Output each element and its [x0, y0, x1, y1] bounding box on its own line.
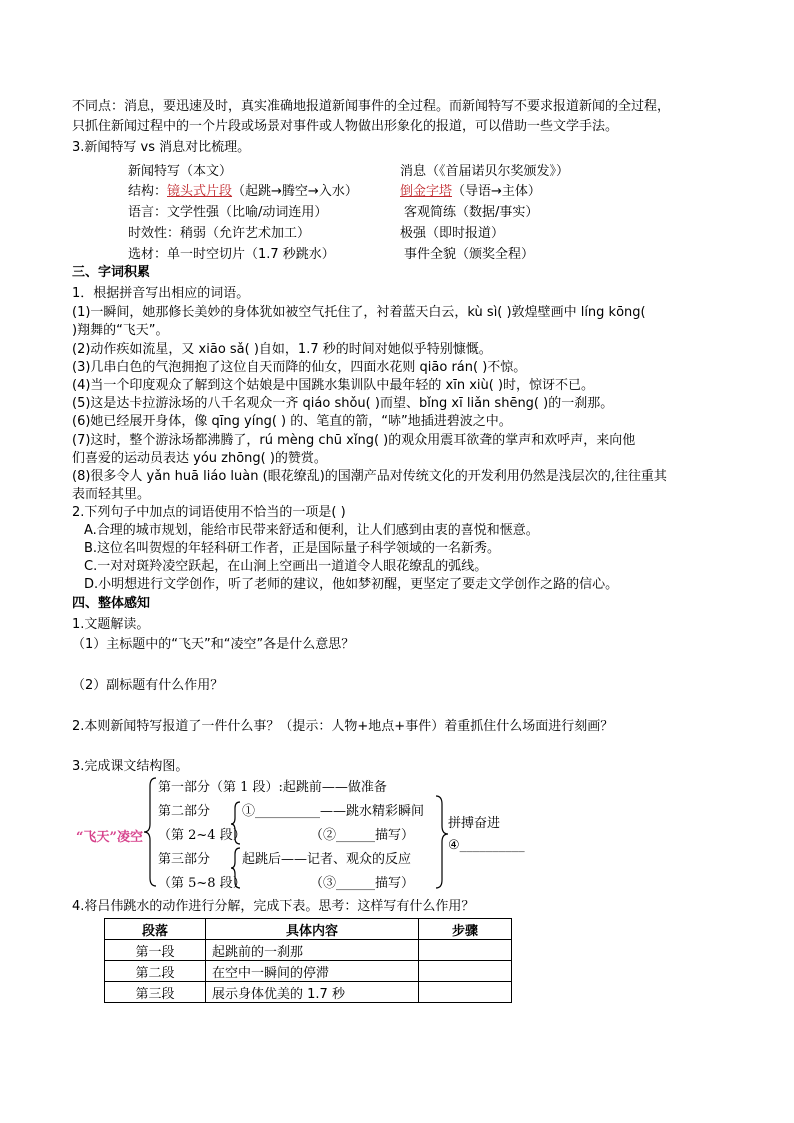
structure-part2-title: 第二部分 [158, 804, 211, 819]
table-cell-answer[interactable] [419, 982, 512, 1003]
structure-blank-4: ④__________ [448, 838, 525, 853]
word-item-2: (2)动作疾如流星，又 xiāo sǎ( )自如，1.7 秒的时间对她似乎特别慷慨。 [72, 342, 492, 357]
table-header-row [105, 919, 512, 940]
compare-right-0: 消息（《首届诺贝尔奖颁发》） [400, 164, 570, 179]
section4-title: 四、整体感知 [72, 596, 151, 611]
compare-left-1-prefix: 结构： [128, 184, 168, 199]
table-header: 段落 [105, 919, 206, 940]
section3-q1: 1．根据拼音写出相应的词语。 [72, 286, 250, 301]
compare-left-1 [128, 180, 358, 199]
diff-line-2: 只抓住新闻过程中的一个片段或场景对事件或人物做出形象化的报道，可以借助一些文学手法。 [72, 119, 619, 134]
table-header: 具体内容 [206, 919, 419, 940]
table-cell: 展示身体优美的 1.7 秒 [206, 982, 419, 1003]
compare-right-1-highlight: 倒金字塔 [400, 184, 453, 199]
structure-root: “飞天”凌空 [76, 830, 143, 845]
diff-line-1: 不同点：消息，要迅速及时，真实准确地报道新闻事件的全过程。而新闻特写不要求报道新闻的全过程， [72, 99, 671, 114]
option-a: A.合理的城市规划，能给市民带来舒适和便利，让人们感到由衷的喜悦和惬意。 [84, 523, 539, 538]
compare-right-2: 客观简练（数据/事实） [404, 205, 539, 220]
table-row [105, 961, 512, 982]
word-item-4: (4)当一个印度观众了解到这个姑娘是中国跳水集训队中最年轻的 xīn xiù( )时，惊讶不已。 [72, 378, 595, 393]
option-d: D.小明想进行文学创作，听了老师的建议，他如梦初醒，更坚定了要走文学创作之路的信心。 [84, 577, 619, 592]
compare-left-0: 新闻特写（本文） [128, 164, 233, 179]
section3-q2: 2.下列句子中加点的词语使用不恰当的一项是( ) [72, 505, 346, 520]
option-c: C.一对对斑羚凌空跃起，在山涧上空画出一道道令人眼花缭乱的弧线。 [84, 559, 488, 574]
word-item-1: (1)一瞬间，她那修长美妙的身体犹如被空气托住了，衬着蓝天白云，kù sì( )敦煌壁画中 líng kōng( [72, 305, 646, 320]
compare-left-1-highlight: 镜头式片段 [167, 184, 233, 199]
structure-part1: 第一部分（第 1 段）:起跳前——做准备 [158, 780, 387, 795]
structure-theme: 拼搏奋进 [448, 816, 501, 831]
structure-part3-range: （第 5~8 段） [158, 876, 246, 891]
structure-blank-2: （②______描写） [310, 828, 415, 843]
word-item-6: (6)她已经展开身体，像 qīng yíng( ) 的、笔直的箭，“哧”地插进碧波之中。 [72, 414, 512, 429]
section4-q4: 4.将吕伟跳水的动作进行分解，完成下表。思考：这样写有什么作用？ [72, 899, 475, 914]
compare-left-1-suffix: （起跳→腾空→入水） [232, 184, 358, 199]
right-brace [436, 796, 448, 888]
table-row [105, 940, 512, 961]
section4-q1: 1.文题解读。 [72, 617, 150, 632]
table-cell: 第三段 [105, 982, 206, 1003]
option-b: B.这位名叫贺煜的年轻科研工作者，正是国际量子科学领域的一名新秀。 [84, 541, 501, 556]
structure-blank-1: ①__________——跳水精彩瞬间 [242, 804, 425, 819]
table-cell: 在空中一瞬间的停滞 [206, 961, 419, 982]
compare-right-1 [400, 180, 541, 199]
table-cell-answer[interactable] [419, 961, 512, 982]
compare-left-3: 时效性：稍弱（允许艺术加工） [128, 226, 311, 241]
table-cell-answer[interactable] [419, 940, 512, 961]
structure-part3-content: 起跳后——记者、观众的反应 [242, 852, 412, 867]
section4-q1b: （2）副标题有什么作用？ [72, 678, 224, 693]
compare-right-4: 事件全貌（颁奖全程） [404, 247, 535, 262]
table-cell: 第一段 [105, 940, 206, 961]
word-item-7-cont: 们喜爱的运动员表达 yóu zhōng( )的赞赏。 [72, 451, 327, 466]
main-brace [144, 778, 156, 886]
word-item-5: (5)这是达卡拉游泳场的八千名观众一齐 qiáo shǒu( )而望、bǐng xī liǎn shēng( )的一刹那。 [72, 396, 614, 411]
structure-part2-range: （第 2~4 段） [158, 828, 246, 843]
action-table [104, 918, 512, 1003]
structure-blank-3: （③______描写） [310, 876, 415, 891]
compare-left-2: 语言：文学性强（比喻/动词连用） [128, 205, 328, 220]
compare-right-1-suffix: （导语→主体） [452, 184, 541, 199]
structure-part3-title: 第三部分 [158, 852, 211, 867]
section4-q1a: （1）主标题中的“飞天”和“凌空”各是什么意思？ [72, 637, 355, 652]
table-header: 步骤 [419, 919, 512, 940]
table-cell: 起跳前的一刹那 [206, 940, 419, 961]
word-item-7: (7)这时，整个游泳场都沸腾了，rú mèng chū xǐng( )的观众用震耳欲聋的掌声和欢呼声，来向他 [72, 433, 636, 448]
section4-q2: 2.本则新闻特写报道了一件什么事？（提示：人物+地点+事件）着重抓住什么场面进行刻画？ [72, 719, 614, 734]
table-row [105, 982, 512, 1003]
section3-title: 三、字词积累 [72, 265, 151, 280]
compare-heading: 3.新闻特写 vs 消息对比梳理。 [72, 140, 251, 155]
word-item-1-cont: )翔舞的“飞天”。 [72, 323, 169, 338]
word-item-8-cont: 表而轻其里。 [72, 487, 151, 502]
compare-right-3: 极强（即时报道） [400, 226, 505, 241]
structure-diagram [72, 772, 552, 894]
section4-q3: 3.完成课文结构图。 [72, 759, 189, 774]
table-cell: 第二段 [105, 961, 206, 982]
compare-left-4: 选材：单一时空切片（1.7 秒跳水） [128, 247, 335, 262]
word-item-3: (3)几串白色的气泡拥抱了这位自天而降的仙女，四面水花则 qiāo rán( )不惊。 [72, 360, 527, 375]
word-item-8: (8)很多令人 yǎn huā liáo luàn (眼花缭乱)的国潮产品对传统文化的开发利用仍然是浅层次的,往往重其 [72, 469, 667, 484]
